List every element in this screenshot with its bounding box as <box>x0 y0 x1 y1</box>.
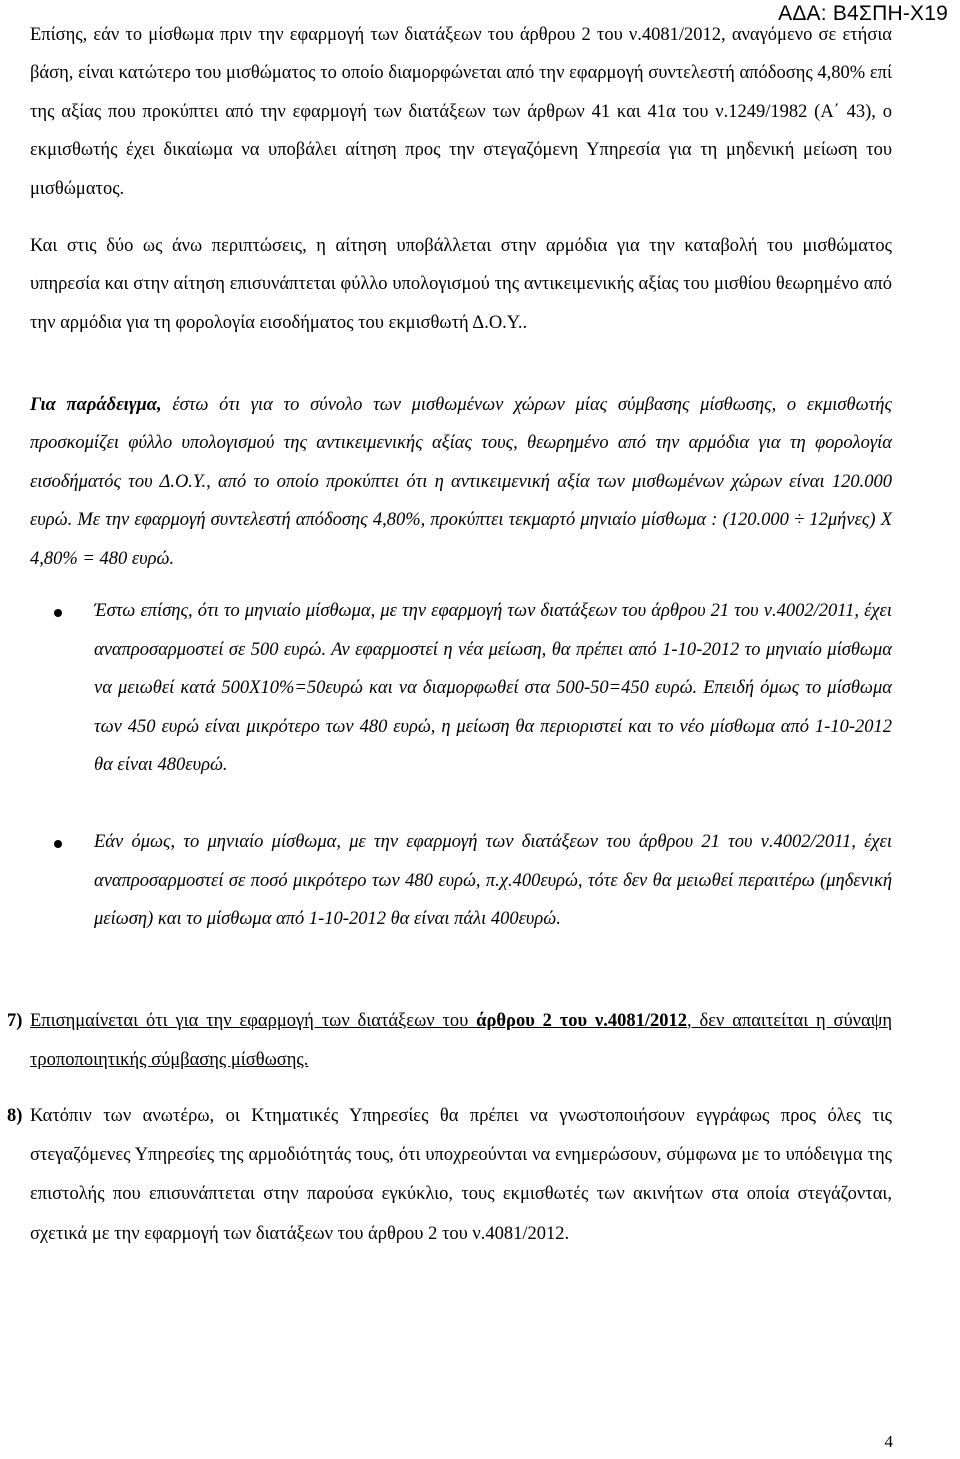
item-7-text <box>30 1002 892 1079</box>
paragraph-example <box>30 386 892 578</box>
item-number-8: 8) <box>7 1106 23 1126</box>
example-lead: Για παράδειγμα, <box>30 395 162 415</box>
paragraph-increase-case: Επίσης, εάν το μίσθωμα πριν την εφαρμογή των διατάξεων του άρθρου 2 του ν.4081/2012, αναγόμενο σε ετήσια βάση, είναι κατώτερο του μισθώματος το οποίο διαμορφώνεται από την εφαρμογή συντελεστή απόδοσης 4,80% επί της αξίας που προκύπτει από την εφαρμογή των διατάξεων των άρθρων 41 και 41α του ν.1249/1982 (Α΄ 43), ο εκμισθωτής έχει δικαίωμα να υποβάλει αίτηση προς την στεγαζόμενη Υπηρεσία για τη μηδενική μείωση του μισθώματος. <box>30 25 892 199</box>
item-number-7: 7) <box>7 1011 23 1031</box>
page-number: 4 <box>884 1432 893 1451</box>
bullet-text-1: Έστω επίσης, ότι το μηνιαίο μίσθωμα, με την εφαρμογή των διατάξεων του άρθρου 21 του ν.4002/2011, έχει αναπροσαρμοστεί σε 500 ευρώ. Αν εφαρμοστεί η νέα μείωση, θα πρέπει από 1-10-2012 το μηνιαίο μίσθωμα να μειωθεί κατά 500Χ10%=50ευρώ και να διαμορφωθεί στα 500-50=450 ευρώ. Επειδή όμως το μίσθωμα των 450 ευρώ είναι μικρότερο των 480 ευρώ, η μείωση θα περιοριστεί και το νέο μίσθωμα από 1-10-2012 θα είναι 480ευρώ. <box>94 601 892 776</box>
item-8-text: Κατόπιν των ανωτέρω, οι Κτηματικές Υπηρεσίες θα πρέπει να γνωστοποιήσουν εγγράφως προς όλες τις στεγαζόμενες Υπηρεσίες της αρμοδιότητάς τους, ότι υποχρεούνται να ενημερώσουν, σύμφωνα με το υπόδειγμα της επιστολής που επισυνάπτεται στην παρούσα εγκύκλιο, τους εκμισθωτές των ακινήτων στα οποία στεγάζονται, σχετικά με την εφαρμογή των διατάξεων του άρθρου 2 του ν.4081/2012. <box>30 1106 892 1244</box>
paragraph-application-procedure: Και στις δύο ως άνω περιπτώσεις, η αίτηση υποβάλλεται στην αρμόδια για την καταβολή του μισθώματος υπηρεσία και στην αίτηση επισυνάπτεται φύλλο υπολογισμού της αντικειμενικής αξίας του μισθίου θεωρημένο από την αρμόδια για τη φορολογία εισοδήματος του εκμισθωτή Δ.Ο.Υ.. <box>30 236 892 333</box>
bullet-dot-icon <box>54 609 62 617</box>
bullet-text-2: Εάν όμως, το μηνιαίο μίσθωμα, με την εφαρμογή των διατάξεων του άρθρου 21 του ν.4002/2011, έχει αναπροσαρμοστεί σε ποσό μικρότερο των 480 ευρώ, π.χ.400ευρώ, τότε δεν θα μειωθεί περαιτέρω (μηδενική μείωση) και το μίσθωμα από 1-10-2012 θα είναι πάλι 400ευρώ. <box>94 832 892 930</box>
item-7-part-2: , δεν απαιτείται η σύναψη τροποποιητικής σύμβασης μίσθωσης. <box>30 1011 892 1070</box>
item-7-bold-reference: άρθρου 2 του ν.4081/2012 <box>476 1011 688 1031</box>
item-7-part-1: Επισημαίνεται ότι για την εφαρμογή των διατάξεων του <box>30 1011 477 1031</box>
ada-code-header: ΑΔΑ: Β4ΣΠΗ-Χ19 <box>778 2 948 25</box>
example-body: έστω ότι για το σύνολο των μισθωμένων χώρων μίας σύμβασης μίσθωσης, ο εκμισθωτής προσκομίζει φύλλο υπολογισμού της αντικειμενικής αξίας τους, θεωρημένο από την αρμόδια για τη φορολογία εισοδήματός του Δ.Ο.Υ., από το οποίο προκύπτει ότι η αντικειμενική αξία των μισθωμένων χώρων είναι 120.000 ευρώ. Με την εφαρμογή συντελεστή απόδοσης 4,80%, προκύπτει τεκμαρτό μηνιαίο μίσθωμα : (120.000 ÷ 12μήνες) Χ 4,80% = 480 ευρώ. <box>30 395 892 569</box>
bullet-dot-icon <box>54 840 62 848</box>
